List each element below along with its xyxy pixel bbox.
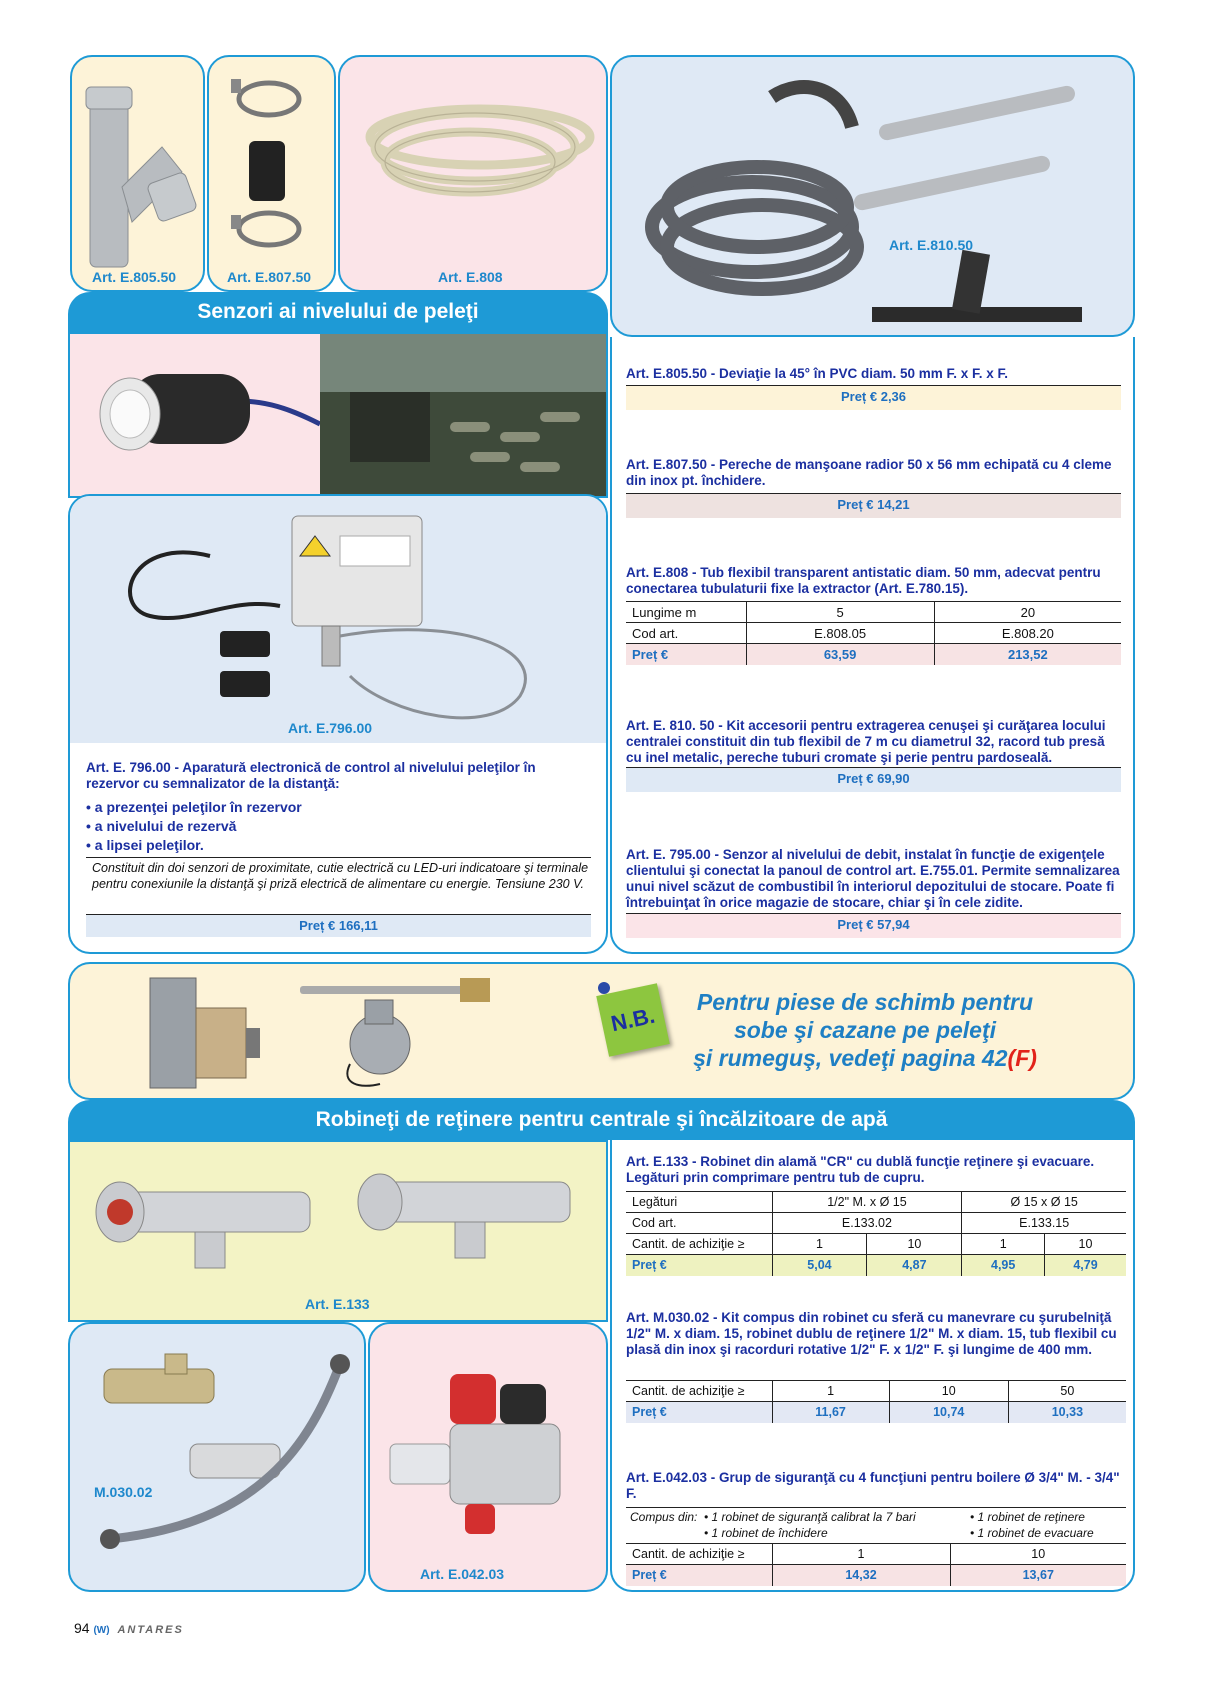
cell: Legături xyxy=(626,1192,772,1213)
label-e133: Art. E.133 xyxy=(305,1296,370,1312)
ash-vacuum-kit-image xyxy=(612,57,1135,337)
panel-e042 xyxy=(368,1322,608,1592)
cell: 10 xyxy=(1044,1234,1126,1255)
cell: E.808.20 xyxy=(934,623,1121,644)
control-box-image xyxy=(70,496,606,726)
e042-item-3: • 1 robinet de închidere xyxy=(704,1526,828,1540)
divider xyxy=(86,857,591,858)
label-e796: Art. E.796.00 xyxy=(288,720,373,736)
e807-price: Preț € 14,21 xyxy=(626,494,1121,518)
cell: Preț € xyxy=(626,1402,772,1423)
cell: Ø 15 x Ø 15 xyxy=(962,1192,1126,1213)
cell: 1 xyxy=(962,1234,1045,1255)
flexible-hose-image xyxy=(340,67,608,247)
cell: 1 xyxy=(772,1544,950,1565)
pellets-photo xyxy=(320,332,608,498)
e795-price: Preț € 57,94 xyxy=(626,914,1121,938)
cell: 20 xyxy=(934,602,1121,623)
e796-title: Art. E. 796.00 - Aparatură electronică de control al nivelului peleţilor în rezervor cu semnalizator de la distanţă: xyxy=(86,760,536,791)
cell: 4,87 xyxy=(867,1255,962,1276)
cell: Cod art. xyxy=(626,1213,772,1234)
label-e807: Art. E.807.50 xyxy=(227,269,312,285)
label-e810: Art. E.810.50 xyxy=(889,237,974,253)
panel-valve-specs xyxy=(610,1140,1135,1592)
cell: 10 xyxy=(950,1544,1126,1565)
cell: E.133.02 xyxy=(772,1213,962,1234)
panel-e133 xyxy=(68,1140,608,1322)
e042-compus: Compus din: xyxy=(630,1510,698,1524)
cell: E.808.05 xyxy=(746,623,934,644)
cell: Preț € xyxy=(626,644,746,665)
panel-e796 xyxy=(68,494,608,954)
cell: 63,59 xyxy=(746,644,934,665)
panel-e807 xyxy=(207,55,336,292)
brand-logo: ANTARES xyxy=(117,1624,184,1636)
e042-title: Art. E.042.03 - Grup de siguranţă cu 4 funcţiuni pentru boilere Ø 3/4" M. - 3/4" F. xyxy=(626,1470,1120,1501)
label-e042: Art. E.042.03 xyxy=(420,1566,505,1582)
e796-description: Constituit din doi senzori de proximitate, cutie electrică cu LED-uri indicatoare şi terminale pentru conexiunile la distanţă şi priză electrică de alimentare cu energie. Tensiune 230 V. xyxy=(92,861,589,891)
nb-message xyxy=(690,988,1040,1072)
cell: Lungime m xyxy=(626,602,746,623)
cell: Cantit. de achiziţie ≥ xyxy=(626,1381,772,1402)
cell: Cod art. xyxy=(626,623,746,644)
e796-image-area xyxy=(70,496,606,743)
e807-title: Art. E.807.50 - Pereche de manşoane radior 50 x 56 mm echipată cu 4 cleme din inox pt. închidere. xyxy=(626,457,1112,488)
cell: 1/2" M. x Ø 15 xyxy=(772,1192,962,1213)
cell: 50 xyxy=(1008,1381,1126,1402)
e042-item-4: • 1 robinet de evacuare xyxy=(970,1526,1094,1540)
cell: 5 xyxy=(746,602,934,623)
cell: 10 xyxy=(867,1234,962,1255)
valves-banner: Robineţi de reţinere pentru centrale şi încălzitoare de apă xyxy=(68,1100,1135,1140)
e042-item-2: • 1 robinet de reţinere xyxy=(970,1510,1085,1524)
e808-table xyxy=(626,601,1121,665)
cell: Cantit. de achiziţie ≥ xyxy=(626,1234,772,1255)
e133-title: Art. E.133 - Robinet din alamă "CR" cu dublă funcţie reţinere şi evacuare. Legături prin comprimare pentru tub de cupru. xyxy=(626,1154,1095,1185)
valve-kit-image xyxy=(70,1324,366,1592)
panel-e808 xyxy=(338,55,608,292)
cell: 14,32 xyxy=(772,1565,950,1586)
check-valve-image-1 xyxy=(90,1162,340,1282)
cell: Preț € xyxy=(626,1255,772,1276)
cell: 4,95 xyxy=(962,1255,1045,1276)
e805-title: Art. E.805.50 - Deviaţie la 45° în PVC diam. 50 mm F. x F. x F. xyxy=(626,366,1009,381)
sensors-banner: Senzori ai nivelului de peleţi xyxy=(68,292,608,332)
cell: 5,04 xyxy=(772,1255,867,1276)
panel-right-specs xyxy=(610,337,1135,954)
e796-bullet-2: • a nivelului de rezervă xyxy=(86,818,237,834)
page-suffix: (W) xyxy=(93,1625,110,1636)
cell: 1 xyxy=(772,1381,889,1402)
page-number: 94 xyxy=(74,1620,90,1636)
e795-title: Art. E. 795.00 - Senzor al nivelului de debit, instalat în funcţie de exigenţele clientului şi conectat la panoul de control art. E.755.01. Permite semnalizarea unui nivel scăzut de combustibil în interiorul depozitului de stocare. Poate fi întrebuinţat în orice magazie de stocare, chiar şi în cele zidite. xyxy=(626,847,1120,910)
nb-suffix: (F) xyxy=(1007,1045,1037,1071)
e810-price: Preț € 69,90 xyxy=(626,768,1121,792)
panel-m030 xyxy=(68,1322,366,1592)
sensor-image xyxy=(70,334,320,494)
hose-clamps-image xyxy=(209,69,336,269)
e805-price: Preț € 2,36 xyxy=(626,386,1121,410)
nb-line-1: Pentru piese de schimb pentru xyxy=(696,989,1034,1015)
cell: 213,52 xyxy=(934,644,1121,665)
label-e808: Art. E.808 xyxy=(438,269,503,285)
pvc-y-fitting-image xyxy=(72,77,205,277)
nb-line-3 xyxy=(690,1044,1040,1072)
safety-group-image xyxy=(370,1334,608,1564)
label-m030: M.030.02 xyxy=(94,1484,153,1500)
e796-bullet-3: • a lipsei peleţilor. xyxy=(86,837,204,853)
e808-title: Art. E.808 - Tub flexibil transparent antistatic diam. 50 mm, adecvat pentru conectarea tubulaturii fixe la extractor (Art. E.780.15). xyxy=(626,565,1101,596)
panel-sensor-photos xyxy=(68,332,608,498)
e796-bullet-1: • a prezenţei peleţilor în rezervor xyxy=(86,799,302,815)
cell: 10,74 xyxy=(889,1402,1008,1423)
page-footer xyxy=(74,1620,184,1636)
cell: 10 xyxy=(889,1381,1008,1402)
nb-line-3-text: şi rumeguş, vedeţi pagina 42 xyxy=(693,1045,1008,1071)
e042-table xyxy=(626,1543,1126,1586)
e042-item-1: • 1 robinet de siguranţă calibrat la 7 bari xyxy=(704,1510,916,1524)
check-valve-image-2 xyxy=(350,1152,600,1272)
e796-price: Preț € 166,11 xyxy=(86,915,591,937)
nb-line-2: sobe şi cazane pe peleţi xyxy=(733,1017,997,1043)
cell: 10,33 xyxy=(1008,1402,1126,1423)
nb-sticker xyxy=(596,983,670,1057)
divider xyxy=(626,1507,1126,1508)
fan-image xyxy=(320,994,440,1094)
panel-e805 xyxy=(70,55,205,292)
panel-e810 xyxy=(610,55,1135,337)
m030-table xyxy=(626,1380,1126,1423)
panel-nb xyxy=(68,962,1135,1100)
cell: 1 xyxy=(772,1234,867,1255)
e810-title: Art. E. 810. 50 - Kit accesorii pentru extragerea cenuşei şi curăţarea locului centralei constituit din tub flexibil de 7 m cu diametrul 32, racord tub presă cu inel metalic, pereche tuburi cromate şi perie pentru pardoseală. xyxy=(626,718,1106,765)
cell: Cantit. de achiziţie ≥ xyxy=(626,1544,772,1565)
m030-title: Art. M.030.02 - Kit compus din robinet cu sferă cu manevrare cu şurubelniţă 1/2" M. x diam. 15, robinet dublu de reţinere 1/2" M. x diam. 15, tub flexibil cu plasă din inox şi racorduri rotative 1/2" F. x 1/2" F. şi lungime de 400 mm. xyxy=(626,1310,1117,1357)
label-e805: Art. E.805.50 xyxy=(92,269,177,285)
cell: 4,79 xyxy=(1044,1255,1126,1276)
cell: 11,67 xyxy=(772,1402,889,1423)
pushpin-icon xyxy=(598,982,610,994)
gearmotor-image xyxy=(140,968,320,1098)
e133-table xyxy=(626,1191,1126,1276)
cell: 13,67 xyxy=(950,1565,1126,1586)
nb-sticker-text: N.B. xyxy=(608,1002,658,1037)
cell: Preț € xyxy=(626,1565,772,1586)
cell: E.133.15 xyxy=(962,1213,1126,1234)
